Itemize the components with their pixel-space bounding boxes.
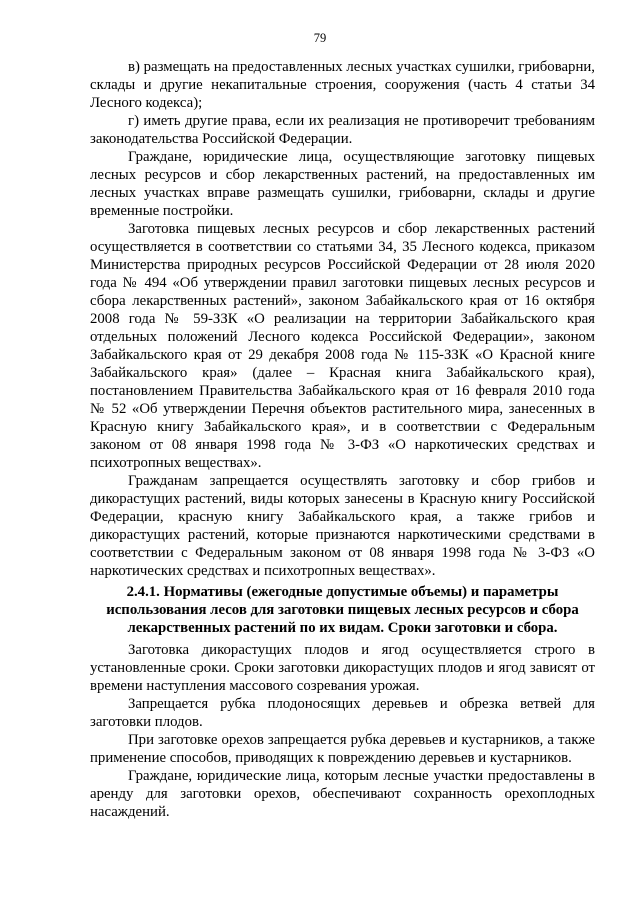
paragraph-harvest-terms: Заготовка дикорастущих плодов и ягод осуществляется строго в установленные сроки. Сроки заготовки дикорастущих плодов и ягод зависят от времени наступления массового созревания урожая. xyxy=(90,642,595,694)
paragraph-nut-harvest: При заготовке орехов запрещается рубка деревьев и кустарников, а также применение способов, приводящих к повреждению деревьев и кустарников. xyxy=(90,732,595,766)
section-heading: 2.4.1. Нормативы (ежегодные допустимые объемы) и параметры использования лесов для заготовки пищевых лесных ресурсов и сбора лекарственных растений по их видам. Сроки заготовки и сбора. xyxy=(106,584,579,636)
paragraph-prohibition: Гражданам запрещается осуществлять заготовку и сбор грибов и дикорастущих растений, виды которых занесены в Красную книгу Российской Федерации, красную книгу Забайкальского края, а также грибов и дикорастущих растений, которые признаются наркотическими средствами в соответствии с Федеральным законом от 08 января 1998 года № 3-ФЗ «О наркотических средствах и психотропных веществах». xyxy=(90,473,595,579)
page-content xyxy=(90,58,595,821)
paragraph-item-g: г) иметь другие права, если их реализация не противоречит требованиям законодательства Российской Федерации. xyxy=(90,113,595,147)
paragraph-item-v: в) размещать на предоставленных лесных участках сушилки, грибоварни, склады и другие некапитальные строения, сооружения (часть 4 статьи 34 Лесного кодекса); xyxy=(90,59,595,111)
paragraph-cutting-ban: Запрещается рубка плодоносящих деревьев и обрезка ветвей для заготовки плодов. xyxy=(90,696,595,730)
paragraph-legal-basis: Заготовка пищевых лесных ресурсов и сбор лекарственных растений осуществляется в соответствии со статьями 34, 35 Лесного кодекса, приказом Министерства природных ресурсов Российской Федерации от 28 июля 2020 года № 494 «Об утверждении правил заготовки пищевых лесных ресурсов и сбора лекарственных растений», законом Забайкальского края от 16 октября 2008 года № 59-ЗЗК «О реализации на территории Забайкальского края отдельных положений Лесного кодекса Российской Федерации», законом Забайкальского края от 29 декабря 2008 года № 115-ЗЗК «О Красной книге Забайкальского края» (далее – Красная книга Забайкальского края), постановлением Правительства Забайкальского края от 16 февраля 2010 года № 52 «Об утверждении Перечня объектов растительного мира, занесенных в Красную книгу Забайкальского края», и в соответствии с Федеральным законом от 08 января 1998 года № 3-ФЗ «О наркотических средствах и психотропных веществах». xyxy=(90,221,595,471)
paragraph-lessees: Граждане, юридические лица, которым лесные участки предоставлены в аренду для заготовки орехов, обеспечивают сохранность орехоплодных насаждений. xyxy=(90,768,595,820)
paragraph-temporary-buildings: Граждане, юридические лица, осуществляющие заготовку пищевых лесных ресурсов и сбор лекарственных растений, на предоставленных им лесных участках вправе размещать сушилки, грибоварни, склады и другие временные постройки. xyxy=(90,149,595,219)
page-number: 79 xyxy=(313,31,327,45)
